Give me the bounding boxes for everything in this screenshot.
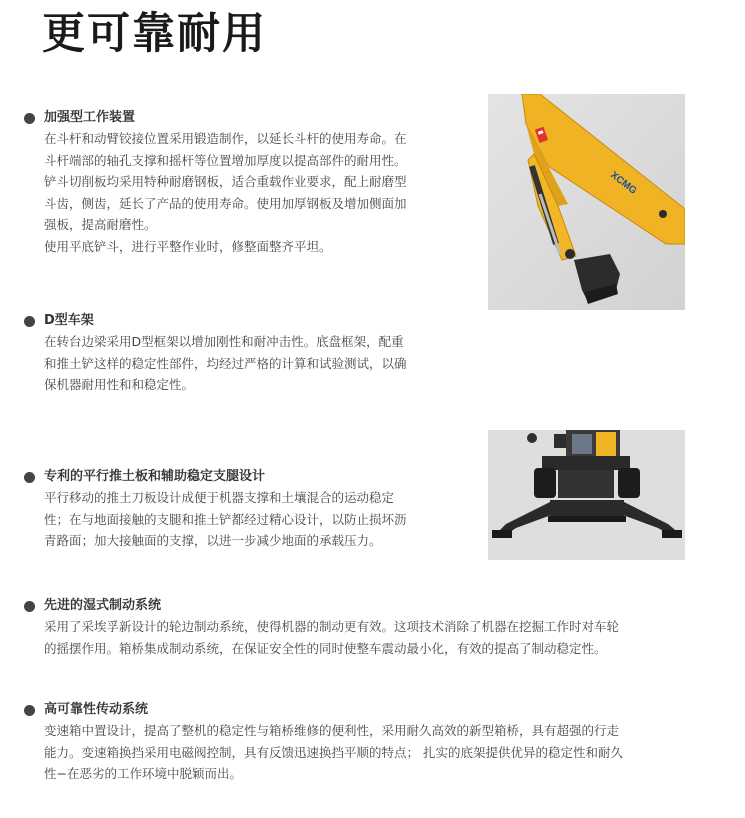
section-title: 先进的湿式制动系统 [44, 598, 162, 613]
section-title: 专利的平行推土板和辅助稳定支腿设计 [44, 469, 266, 484]
bullet-icon [24, 601, 35, 612]
brand-logo: XCMG [608, 169, 639, 197]
page-title: 更可靠耐用 [42, 9, 267, 59]
section-title: 高可靠性传动系统 [44, 702, 149, 717]
section-parallel-blade [24, 467, 444, 552]
section-title: 加强型工作装置 [44, 110, 136, 125]
section-heading [24, 596, 704, 616]
boom-bucket-photo [488, 94, 685, 310]
section-wet-brake [24, 596, 704, 659]
boom-bucket-illustration [488, 94, 685, 310]
bullet-icon [24, 316, 35, 327]
section-body: 在转台边梁采用D型框架以增加刚性和耐冲击性。底盘框架，配重 和推土铲这样的稳定性部件，均经过严格的计算和试验测试，以确 保机器耐用性和和稳定性。 [44, 334, 407, 392]
bullet-icon [24, 113, 35, 124]
section-heading [24, 311, 444, 331]
bullet-icon [24, 472, 35, 483]
section-heading [24, 467, 444, 487]
section-reinforced-work-device [24, 108, 444, 257]
chassis-blade-photo [488, 430, 685, 560]
chassis-blade-illustration [488, 430, 685, 560]
section-body: 在斗杆和动臂铰接位置采用锻造制作，以延长斗杆的使用寿命。在 斗杆端部的轴孔支撑和摇杆等位置增加厚度以提高部件的耐用性。 铲斗切削板均采用特种耐磨钢板，适合重载作业要求，配上耐磨型 斗齿，侧齿，延长了产品的使用寿命。使用加厚钢板及增加侧面加 强板，提高耐磨性。 使用平底铲斗，进行平整作业时，修整面整齐平坦。 [44, 131, 407, 254]
section-heading [24, 700, 704, 720]
section-heading [24, 108, 444, 128]
section-transmission [24, 700, 704, 785]
section-body: 采用了采埃孚新设计的轮边制动系统，使得机器的制动更有效。这项技术消除了机器在挖掘工作时对车轮 的摇摆作用。箱桥集成制动系统，在保证安全性的同时使整车震动最小化，有效的提高了制动稳定性。 [44, 619, 620, 656]
section-body: 平行移动的推土刀板设计成便于机器支撑和土壤混合的运动稳定 性；在与地面接触的支腿和推土铲都经过精心设计，以防止损坏沥 青路面；加大接触面的支撑，以进一步减少地面的承载压力。 [44, 490, 407, 548]
section-body: 变速箱中置设计，提高了整机的稳定性与箱桥维修的便利性，采用耐久高效的新型箱桥，具有超强的行走 能力。变速箱换挡采用电磁阀控制，具有反馈迅速换挡平顺的特点； 扎实的底架提供优异的稳定性和耐久 性−在恶劣的工作环境中脱颖而出。 [44, 723, 623, 781]
section-d-frame [24, 311, 444, 396]
section-title: D型车架 [44, 313, 94, 328]
bullet-icon [24, 705, 35, 716]
